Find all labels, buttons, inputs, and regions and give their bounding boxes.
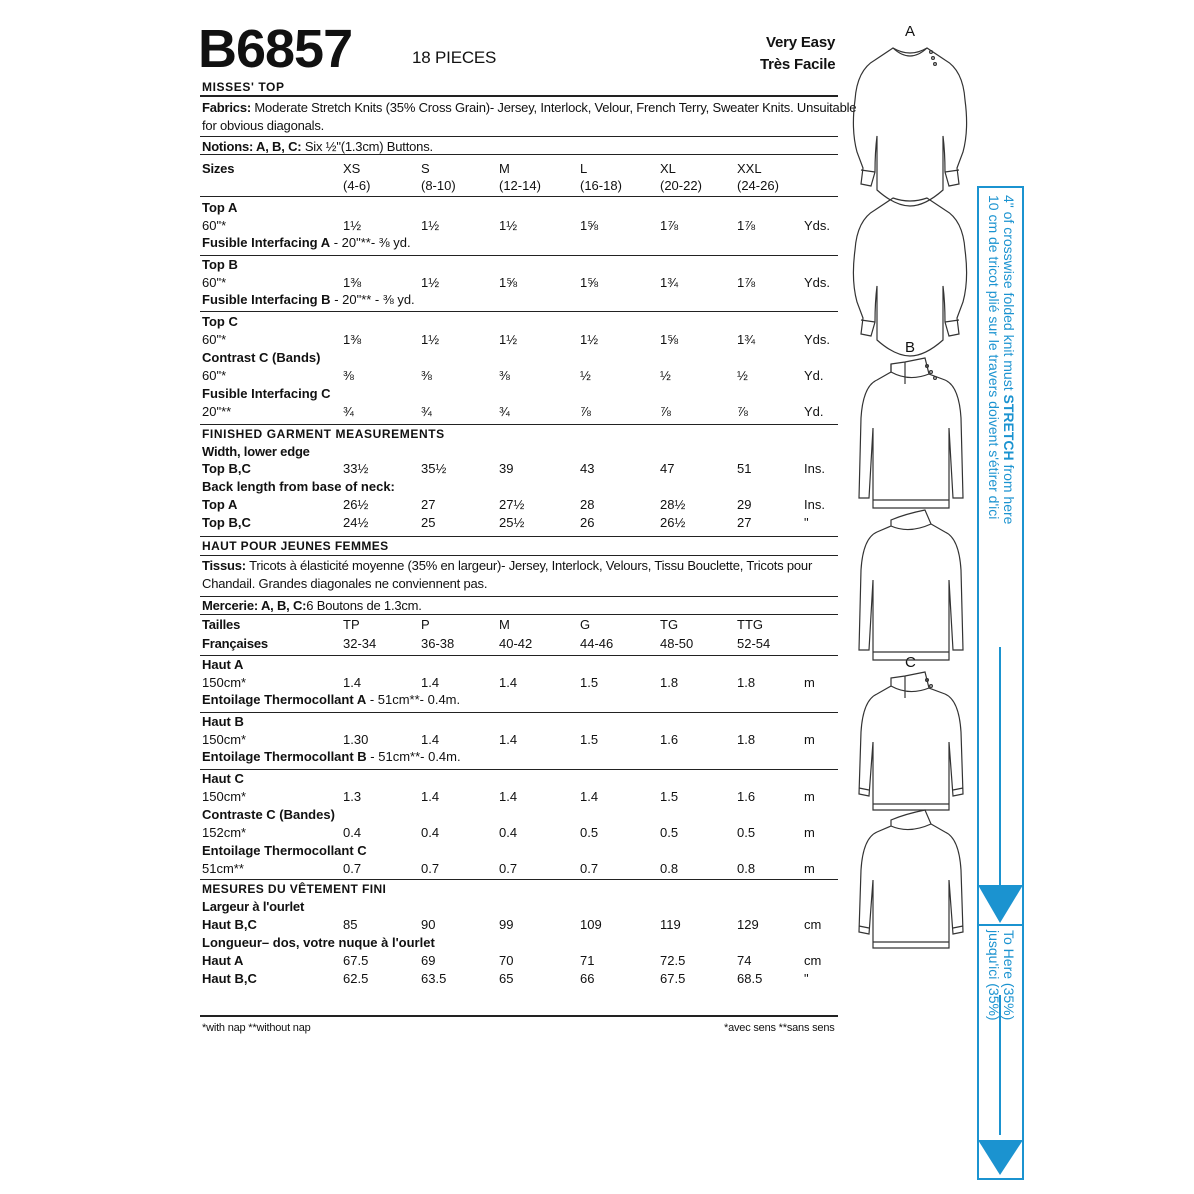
notions [202,139,433,154]
measure-value: 28 [580,497,595,512]
measure-label: Top B,C [202,515,251,530]
rule [200,655,838,656]
stretch-text-post: from here [1001,460,1017,525]
notions-label: Notions: A, B, C: [202,139,302,154]
size-label: XS [343,161,361,176]
row-value: ⅞ [580,404,591,419]
to-here-fr: jusqu'ici (35%) [986,930,1002,1021]
measure-value: 62.5 [343,971,369,986]
row-value: 1.8 [660,675,679,690]
view-b-label: B [905,339,915,356]
row-value: 1½ [421,332,440,347]
size-range: (20-22) [660,178,702,193]
rule [200,614,838,615]
measure-value: 63.5 [421,971,447,986]
mercerie [202,598,422,613]
interfacing-line [202,292,415,307]
title-en: MISSES' TOP [202,80,285,94]
row-value: 1.5 [580,675,599,690]
measure-unit: cm [804,953,822,968]
to-here-en: To Here (35%) [1001,930,1017,1021]
tissus-text: Tricots à élasticité moyenne (35% en largeur)- Jersey, Interlock, Velours, Tissu Bouclette, Tricots pour [249,558,813,573]
row-label: Haut B [202,714,244,729]
mercerie-text: 6 Boutons de 1.3cm. [306,598,422,613]
pattern-number: B6857 [198,19,353,79]
measure-value: 27 [421,497,436,512]
row-value: 1.4 [343,675,362,690]
size-range: 40-42 [499,636,533,651]
tissus-line-2: Chandail. Grandes diagonales ne conviennent pas. [202,576,488,591]
row-unit: m [804,732,815,747]
row-value: 1⅜ [343,332,362,347]
rule [200,769,838,770]
interfacing-label: Entoilage Thermocollant B [202,749,367,764]
measure-value: 35½ [421,461,447,476]
measure-value: 43 [580,461,595,476]
measure-label: Top B,C [202,461,251,476]
back-length-label: Back length from base of neck: [202,479,395,494]
fabrics-line-1 [202,100,856,115]
size-label: L [580,161,588,176]
size-range: 32-34 [343,636,377,651]
interfacing-line [202,749,461,764]
row-value: 0.8 [737,861,756,876]
row-label: Contrast C (Bands) [202,350,321,365]
row-width: 60"* [202,332,227,347]
notions-text: Six ½"(1.3cm) Buttons. [304,139,433,154]
tissus-line-1 [202,558,812,573]
row-value: 1.4 [421,732,440,747]
row-unit: m [804,789,815,804]
measure-value: 27½ [499,497,525,512]
measure-label: Haut B,C [202,971,257,986]
interfacing-line [202,235,411,250]
size-label: TP [343,617,360,632]
size-label: S [421,161,430,176]
row-value: ⅞ [660,404,671,419]
size-range: (24-26) [737,178,779,193]
size-range: (4-6) [343,178,371,193]
rule [200,424,838,425]
row-value: 1.5 [660,789,679,804]
francaises-label: Françaises [202,636,268,651]
fabrics-text: Moderate Stretch Knits (35% Cross Grain)- Jersey, Interlock, Velour, French Terry, Sweater Knits. Unsuitable [254,100,857,115]
row-value: 1.6 [737,789,756,804]
interfacing-amount: - 51cm**- 0.4m. [366,692,461,707]
row-value: 1⅝ [580,218,599,233]
tailles-label: Tailles [202,617,241,632]
row-unit: Yd. [804,368,824,383]
rule [200,1015,838,1017]
pieces-count: 18 PIECES [412,48,497,67]
row-value: 0.4 [343,825,362,840]
rule [200,596,838,597]
row-label: Entoilage Thermocollant C [202,843,367,858]
measure-value: 26½ [343,497,369,512]
fabrics-line-2: for obvious diagonals. [202,118,325,133]
size-label: XXL [737,161,762,176]
row-value: 1¾ [660,275,679,290]
row-value: 0.7 [499,861,518,876]
measure-label: Haut B,C [202,917,257,932]
row-value: 1½ [499,218,518,233]
measure-value: 29 [737,497,752,512]
row-value: 1½ [421,218,440,233]
rule [200,255,838,256]
view-b-front-drawing [859,358,963,508]
stretch-instruction-fr: 10 cm de tricot plié sur le travers doivent s'étirer d'ici [986,195,1002,520]
measure-unit: Ins. [804,461,825,476]
row-value: 0.7 [421,861,440,876]
measure-value: 25 [421,515,436,530]
row-value: 1.8 [737,732,756,747]
row-value: 0.4 [421,825,440,840]
view-c-back-drawing [859,810,963,948]
interfacing-amount: - 51cm**- 0.4m. [366,749,461,764]
row-width: 150cm* [202,732,247,747]
rule [200,879,838,880]
row-value: ⅜ [421,368,432,383]
size-range: 36-38 [421,636,455,651]
measure-value: 26½ [660,515,686,530]
measure-value: 85 [343,917,358,932]
row-value: 0.5 [660,825,679,840]
width-label-fr: Largeur à l'ourlet [202,899,305,914]
measure-value: 66 [580,971,595,986]
row-value: 1.30 [343,732,369,747]
sizes-label: Sizes [202,161,235,176]
row-value: ⅜ [343,368,354,383]
row-label: Top C [202,314,238,329]
row-value: 1.4 [580,789,599,804]
view-a-front-drawing [853,48,966,206]
row-value: 0.7 [580,861,599,876]
size-label: G [580,617,591,632]
row-value: ¾ [343,404,354,419]
row-label: Haut A [202,657,244,672]
measure-value: 47 [660,461,675,476]
measure-unit: Ins. [804,497,825,512]
row-value: ¾ [499,404,510,419]
row-width: 60"* [202,275,227,290]
row-width: 51cm** [202,861,244,876]
size-label: P [421,617,430,632]
row-label: Contraste C (Bandes) [202,807,335,822]
rule [200,95,838,97]
row-value: 1.4 [499,675,518,690]
tissus-label: Tissus: [202,558,246,573]
stretch-text-strong: STRETCH [1001,394,1017,461]
row-value: ⅜ [499,368,510,383]
size-range: 52-54 [737,636,771,651]
title-fr: HAUT POUR JEUNES FEMMES [202,539,389,553]
back-length-label: Longueur– dos, votre nuque à l'ourlet [202,935,435,950]
garment-illustrations [845,40,975,980]
rule [200,536,838,537]
row-label: Fusible Interfacing C [202,386,331,401]
row-value: 1.4 [421,789,440,804]
row-value: 1.6 [660,732,679,747]
measure-value: 27 [737,515,752,530]
footnote-en: *with nap **without nap [202,1022,311,1034]
stretch-text-pre: 4" of crosswise folded knit must [1001,195,1017,395]
row-width: 150cm* [202,675,247,690]
size-label: M [499,161,510,176]
size-range: (12-14) [499,178,541,193]
row-unit: m [804,861,815,876]
row-value: 1⅞ [737,275,756,290]
size-label: TG [660,617,679,632]
width-label-en: Width, lower edge [202,444,310,459]
measure-label: Haut A [202,953,244,968]
measure-value: 67.5 [343,953,369,968]
difficulty-en: Very Easy [766,34,836,51]
finished-title-en: FINISHED GARMENT MEASUREMENTS [202,427,445,441]
row-width: 20"** [202,404,232,419]
row-value: 1⅝ [499,275,518,290]
row-value: 1.4 [499,732,518,747]
row-label: Top A [202,200,238,215]
footnote-fr: *avec sens **sans sens [724,1022,835,1034]
row-value: 1⅜ [343,275,362,290]
row-unit: m [804,825,815,840]
row-value: 1.3 [343,789,362,804]
size-range: (16-18) [580,178,622,193]
measure-value: 70 [499,953,514,968]
row-width: 60"* [202,218,227,233]
rule [200,154,838,155]
row-width: 152cm* [202,825,247,840]
measure-value: 24½ [343,515,369,530]
size-label: M [499,617,510,632]
measure-unit: " [804,515,809,530]
measure-value: 51 [737,461,752,476]
row-value: 1½ [421,275,440,290]
row-value: 1.4 [421,675,440,690]
row-width: 150cm* [202,789,247,804]
row-value: 1½ [580,332,599,347]
measure-value: 109 [580,917,602,932]
view-a-label: A [905,23,915,40]
size-range: 44-46 [580,636,614,651]
rule [200,136,838,137]
stretch-arrow-1-head [978,885,1023,923]
row-value: 0.4 [499,825,518,840]
row-value: 0.8 [660,861,679,876]
row-value: 1½ [343,218,362,233]
size-label: TTG [737,617,763,632]
interfacing-label: Fusible Interfacing B [202,292,331,307]
interfacing-amount: - 20"** - ⅜ yd. [330,292,415,307]
row-value: 0.5 [737,825,756,840]
size-label: XL [660,161,676,176]
stretch-arrow-2-head [978,1140,1023,1175]
size-range: (8-10) [421,178,456,193]
mercerie-label: Mercerie: A, B, C: [202,598,307,613]
rule [200,196,838,197]
view-a-back-drawing [853,198,966,356]
measure-value: 90 [421,917,436,932]
view-c-label: C [905,654,916,671]
row-value: ½ [580,368,591,383]
row-unit: Yds. [804,275,831,290]
row-label: Haut C [202,771,244,786]
row-value: 0.5 [580,825,599,840]
measure-unit: " [804,971,809,986]
view-c-front-drawing [859,672,963,810]
rule [200,712,838,713]
finished-title-fr: MESURES DU VÊTEMENT FINI [202,882,387,896]
measure-value: 72.5 [660,953,686,968]
rule [200,555,838,556]
view-b-back-drawing [859,510,963,660]
measure-value: 69 [421,953,436,968]
measure-value: 71 [580,953,595,968]
row-value: ½ [737,368,748,383]
row-width: 60"* [202,368,227,383]
row-value: 1¾ [737,332,756,347]
row-unit: Yd. [804,404,824,419]
row-value: 1.8 [737,675,756,690]
measure-value: 68.5 [737,971,763,986]
measure-value: 28½ [660,497,686,512]
row-value: 1⅝ [660,332,679,347]
row-value: ¾ [421,404,432,419]
measure-value: 74 [737,953,752,968]
row-value: 0.7 [343,861,362,876]
row-value: 1⅝ [580,275,599,290]
row-value: 1½ [499,332,518,347]
measure-value: 119 [660,917,681,932]
measure-value: 39 [499,461,514,476]
row-unit: m [804,675,815,690]
interfacing-amount: - 20"**- ⅜ yd. [330,235,411,250]
row-label: Top B [202,257,238,272]
fabrics-label: Fabrics: [202,100,251,115]
measure-value: 67.5 [660,971,686,986]
measure-unit: cm [804,917,822,932]
stretch-instruction-en [1001,195,1017,524]
size-range: 48-50 [660,636,694,651]
interfacing-label: Entoilage Thermocollant A [202,692,367,707]
row-value: 1⅞ [660,218,679,233]
measure-value: 65 [499,971,514,986]
interfacing-label: Fusible Interfacing A [202,235,331,250]
difficulty-fr: Très Facile [760,56,836,73]
row-value: 1.4 [499,789,518,804]
row-unit: Yds. [804,218,831,233]
measure-value: 25½ [499,515,525,530]
row-value: 1.5 [580,732,599,747]
row-unit: Yds. [804,332,831,347]
measure-label: Top A [202,497,238,512]
measure-value: 129 [737,917,759,932]
interfacing-line [202,692,460,707]
measure-value: 99 [499,917,514,932]
row-value: ½ [660,368,671,383]
row-value: 1⅞ [737,218,756,233]
measure-value: 26 [580,515,595,530]
row-value: ⅞ [737,404,748,419]
rule [200,311,838,312]
measure-value: 33½ [343,461,369,476]
